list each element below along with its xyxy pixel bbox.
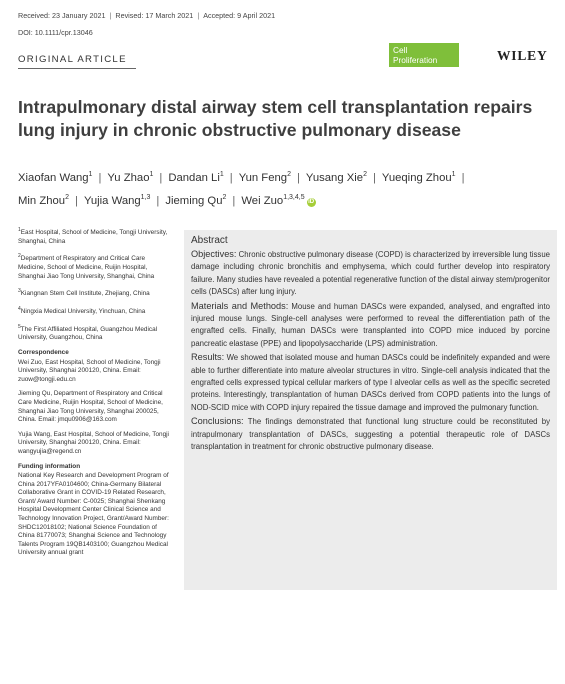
author-name[interactable]: Min Zhou <box>18 194 66 207</box>
article-type-underline <box>18 68 136 69</box>
accepted-date: Accepted: 9 April 2021 <box>203 11 276 20</box>
article-sidebar <box>18 226 170 564</box>
author-name[interactable]: Yusang Xie <box>305 171 364 184</box>
funding-heading: Funding information <box>18 462 81 470</box>
abstract-section-label: Materials and Methods: <box>191 300 289 311</box>
abstract-section-label: Results: <box>191 352 225 363</box>
affiliation-number: 4 <box>18 305 21 312</box>
abstract-section-text: Chronic obstructive pulmonary disease (COPD) is characterized by irreversible lung tissue damage including chronic bronchitis and emphysema, which could further develop into respiratory failure. Many studies have revealed a potential regenerative function of the distal airway stem/progenitor cells (DASCs) after lung injury. <box>191 250 551 297</box>
abstract-section-text: The findings demonstrated that functional lung structure could be reconstituted by intrapulmonary transplantation of DASCs, suggesting a potential therapeutic role of DASCs transplantation in treatment for chronic obstructive pulmonary disease. <box>191 417 550 452</box>
author-separator: | <box>232 194 236 207</box>
journal-logo-line2: Proliferation <box>393 55 438 65</box>
date-separator: | <box>109 11 112 20</box>
author-name[interactable]: Yu Zhao <box>107 171 150 184</box>
revised-date: Revised: 17 March 2021 <box>115 11 194 20</box>
author-affiliation: 1 <box>88 171 93 178</box>
correspondence-heading: Correspondence <box>18 348 69 356</box>
abstract-conclusions <box>191 415 550 453</box>
affiliation-item <box>18 323 170 343</box>
article-dates <box>18 11 275 20</box>
affiliation-number: 1 <box>18 227 21 233</box>
abstract-methods <box>191 300 550 351</box>
received-date: Received: 23 January 2021 <box>18 11 106 20</box>
affiliation-text: Ningxia Medical University, Yinchuan, China <box>20 308 146 316</box>
author-name[interactable]: Yueqing Zhou <box>381 171 452 184</box>
abstract-results <box>191 351 550 414</box>
journal-logo <box>389 43 459 67</box>
affiliation-text: Department of Respiratory and Critical Care Medicine, School of Medicine, Ruijin Hospital, Shanghai Jiao Tong University, Shanghai, China <box>18 255 155 280</box>
author-affiliation: 2 <box>222 193 227 201</box>
date-separator: | <box>197 11 200 20</box>
correspondence-entry: Jieming Qu, Department of Respiratory and Critical Care Medicine, Ruijin Hospital, School of Medicine, Shanghai Jiao Tong University, Shanghai 200025, China. Email: jmqu0906@163.com <box>18 390 163 424</box>
author-affiliation: 2 <box>287 171 291 178</box>
abstract-section-label: Objectives: <box>191 249 237 259</box>
correspondence-entry: Yujia Wang, East Hospital, School of Medicine, Tongji University, Shanghai 200120, China. Email: wangyujia@regend.cn <box>18 430 169 455</box>
author-name[interactable]: Dandan Li <box>168 171 220 184</box>
affiliation-number: 3 <box>18 288 21 295</box>
affiliation-item <box>18 252 170 281</box>
abstract-heading: Abstract <box>191 235 228 246</box>
author-affiliation: 1 <box>451 171 456 178</box>
author-affiliation: 2 <box>65 193 69 201</box>
affiliation-text: Kiangnan Stem Cell Institute, Zhejiang, China <box>20 290 150 298</box>
abstract-section-text: We showed that isolated mouse and human DASCs could be indefinitely expanded and were able to further differentiate into mature alveolar structures in vitro. Single-cell analysis indicated that the engrafted cells expressed typical cellular markers of type I alveolar cells as well as the specific secreted proteins. Interestingly, transplantation of human DASCs derived from COPD patients into the lungs of NOD-SCID mice with COPD injury repaired the tissue damage and improved the pulmonary function. <box>191 353 551 412</box>
article-title: Intrapulmonary distal airway stem cell transplantation repairs lung injury in chronic obstructive pulmonary disease <box>18 97 533 140</box>
funding-text: National Key Research and Development Program of China 2017YFA0104600; China-Germany Bilateral Collaborative Grant in COVID-19 Related Research, Grant/ Award Number: C-0025; Shanghai Shenkang Hospital Development Center Clinical Science and Technology Innovation Project, Grant/Award Number: SHDC12018102; National Science Foundation of China 81770073; Shanghai Science and Technology Talents Program 19QB1403100; Guangzhou Medical University annual grant <box>18 472 169 557</box>
author-name[interactable]: Xiaofan Wang <box>18 171 89 184</box>
article-type: ORIGINAL ARTICLE <box>18 54 127 65</box>
author-separator: | <box>98 171 102 184</box>
author-name[interactable]: Yujia Wang <box>83 194 141 207</box>
author-separator: | <box>296 171 300 184</box>
author-separator: | <box>159 171 163 184</box>
affiliation-number: 5 <box>18 323 21 330</box>
correspondence-entry: Wei Zuo, East Hospital, School of Medicine, Tongji University, Shanghai 200120, China. Email: zuow@tongji.edu.cn <box>18 358 161 383</box>
orcid-icon[interactable]: iD <box>308 198 315 205</box>
author-separator: | <box>156 194 160 207</box>
author-separator: | <box>75 194 78 207</box>
doi-link[interactable]: DOI: 10.1111/cpr.13046 <box>18 28 93 37</box>
author-separator: | <box>372 171 376 184</box>
author-separator: | <box>229 171 233 184</box>
abstract-objectives <box>191 248 550 299</box>
abstract-section-label: Conclusions: <box>191 416 244 427</box>
author-separator: | <box>461 171 465 184</box>
affiliation-text: The First Affiliated Hospital, Guangzhou Medical University, Guangzhou, China <box>18 325 158 342</box>
publisher-logo: WILEY <box>497 48 548 63</box>
affiliation-item <box>18 305 170 317</box>
author-affiliation: 1 <box>219 171 224 178</box>
author-name[interactable]: Yun Feng <box>238 171 288 184</box>
affiliation-number: 2 <box>18 253 21 260</box>
affiliation-text: East Hospital, School of Medicine, Tongji University, Shanghai, China <box>18 229 168 245</box>
author-affiliation: 1,3 <box>140 193 151 201</box>
abstract-box <box>184 230 557 590</box>
author-affiliation: 1,3,4,5 <box>283 193 305 201</box>
author-affiliation: 2 <box>363 171 367 178</box>
author-list <box>18 165 558 211</box>
affiliation-item <box>18 226 170 246</box>
affiliation-item <box>18 287 170 299</box>
author-name[interactable]: Jieming Qu <box>165 194 223 207</box>
author-name[interactable]: Wei Zuo <box>241 194 284 207</box>
author-affiliation: 1 <box>149 171 154 178</box>
abstract-section-text: Mouse and human DASCs were expanded, analysed, and engrafted into injured mouse lungs. Single-cell analyses were performed to reveal the differentiation path of the engrafted cells. Finally, human DASCs were transplanted into COPD mice induced by porcine pancreatic elastase (PPE) and lipopolysaccharide (LPS) administration. <box>191 301 551 348</box>
journal-logo-line1: Cell <box>393 45 408 55</box>
